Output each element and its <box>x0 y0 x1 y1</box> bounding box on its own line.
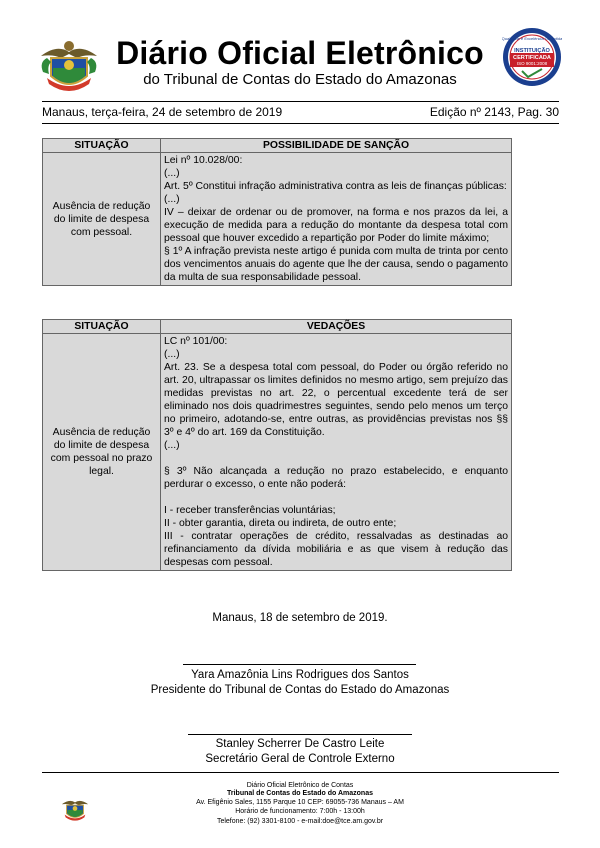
footer-line: Diário Oficial Eletrônico de Contas <box>246 782 354 789</box>
publication-date: Manaus, terça-feira, 24 de setembro de 2019 <box>42 105 283 119</box>
edition-number: Edição nº 2143, Pag. 30 <box>429 105 559 119</box>
meta-divider <box>42 123 559 124</box>
paragraph: LC nº 101/00: <box>164 336 228 347</box>
paragraph: § 1º A infração prevista neste artigo é punida com multa de trinta por cento dos vencimentos anuais do agente que lhe der causa, sendo o pagamento da multa de sua responsabilidade pessoal. <box>164 246 508 283</box>
paragraph: (...) <box>164 349 180 360</box>
paragraph: (...) <box>164 168 180 179</box>
table-header-sanction: POSSIBILIDADE DE SANÇÃO <box>161 139 512 153</box>
prohibitions-cell <box>161 334 512 571</box>
paragraph: I - receber transferências voluntárias; <box>164 505 336 516</box>
footer-line: Tribunal de Contas do Estado do Amazonas <box>227 790 373 797</box>
signer-role: Presidente do Tribunal de Contas do Estado do Amazonas <box>150 684 450 696</box>
paragraph: IV – deixar de ordenar ou de promover, na forma e nos prazos da lei, a execução de medida para a redução do montante da despesa total com pessoal que houver excedido a repartição por Poder do limite máximo; <box>164 207 508 244</box>
blank-line <box>164 491 508 504</box>
table-row <box>43 153 512 286</box>
iso-certification-badge <box>502 25 562 89</box>
page-header <box>0 0 600 100</box>
sanction-cell <box>161 153 512 286</box>
paragraph: II - obter garantia, direta ou indireta, de outro ente; <box>164 518 397 529</box>
paragraph: (...) <box>164 440 180 451</box>
blank-line <box>164 452 508 465</box>
paragraph: Art. 23. Se a despesa total com pessoal, do Poder ou órgão referido no art. 20, ultrapassar os limites definidos no mesmo artigo, sem prejuízo das medidas previstas no art. 22, o percentual excedente terá de ser eliminado nos dois quadrimestres seguintes, sendo pelo menos um terço no primeiro, adotando-se, entre outras, as providências previstas nos §§ 3º e 4º do art. 169 da Constituição. <box>164 362 508 438</box>
signature-line <box>183 664 416 665</box>
signature-line <box>188 734 412 735</box>
paragraph: (...) <box>164 194 180 205</box>
table-header-situation: SITUAÇÃO <box>43 139 161 153</box>
signer-role: Secretário Geral de Controle Externo <box>205 753 395 765</box>
footer-divider <box>42 772 559 773</box>
table-header-prohibitions: VEDAÇÕES <box>161 320 512 334</box>
prohibitions-table <box>42 319 512 571</box>
paragraph: Art. 5º Constitui infração administrativa contra as leis de finanças públicas: <box>164 181 507 192</box>
signer-name: Yara Amazônia Lins Rodrigues dos Santos <box>191 669 409 681</box>
svg-text:Qualidade é Excelência Garanti: Qualidade é Excelência Garantida <box>502 36 562 41</box>
table-row <box>43 334 512 571</box>
sanction-table <box>42 138 512 286</box>
situation-cell: Ausência de redução do limite de despesa com pessoal no prazo legal. <box>43 334 161 571</box>
page-title: Diário Oficial Eletrônico <box>116 35 484 71</box>
paragraph: § 3º Não alcançada a redução no prazo estabelecido, e enquanto perdurar o excesso, o ente não poderá: <box>164 466 508 490</box>
page-subtitle: do Tribunal de Contas do Estado do Amazonas <box>143 71 457 88</box>
footer-contact: Telefone: (92) 3301-8100 - e-mail:doe@tce.am.gov.br <box>216 818 384 825</box>
situation-cell: Ausência de redução do limite de despesa com pessoal. <box>43 153 161 286</box>
footer-address: Av. Efigênio Sales, 1155 Parque 10 CEP: 69055-736 Manaus – AM <box>196 799 404 806</box>
table-header-situation: SITUAÇÃO <box>43 320 161 334</box>
footer-hours: Horário de funcionamento: 7:00h - 13:00h <box>235 808 365 815</box>
svg-text:CERTIFICADA: CERTIFICADA <box>513 55 551 61</box>
svg-text:INSTITUIÇÃO: INSTITUIÇÃO <box>514 48 550 54</box>
signature-date: Manaus, 18 de setembro de 2019. <box>212 612 388 624</box>
signer-name: Stanley Scherrer De Castro Leite <box>215 738 385 750</box>
svg-text:ISO 9001:2008: ISO 9001:2008 <box>516 61 548 66</box>
paragraph: Lei nº 10.028/00: <box>164 155 243 166</box>
paragraph: III - contratar operações de crédito, ressalvadas as destinadas ao refinanciamento da dívida mobiliária e as que visem à redução das despesas com pessoal. <box>164 531 508 568</box>
header-divider <box>42 101 559 102</box>
